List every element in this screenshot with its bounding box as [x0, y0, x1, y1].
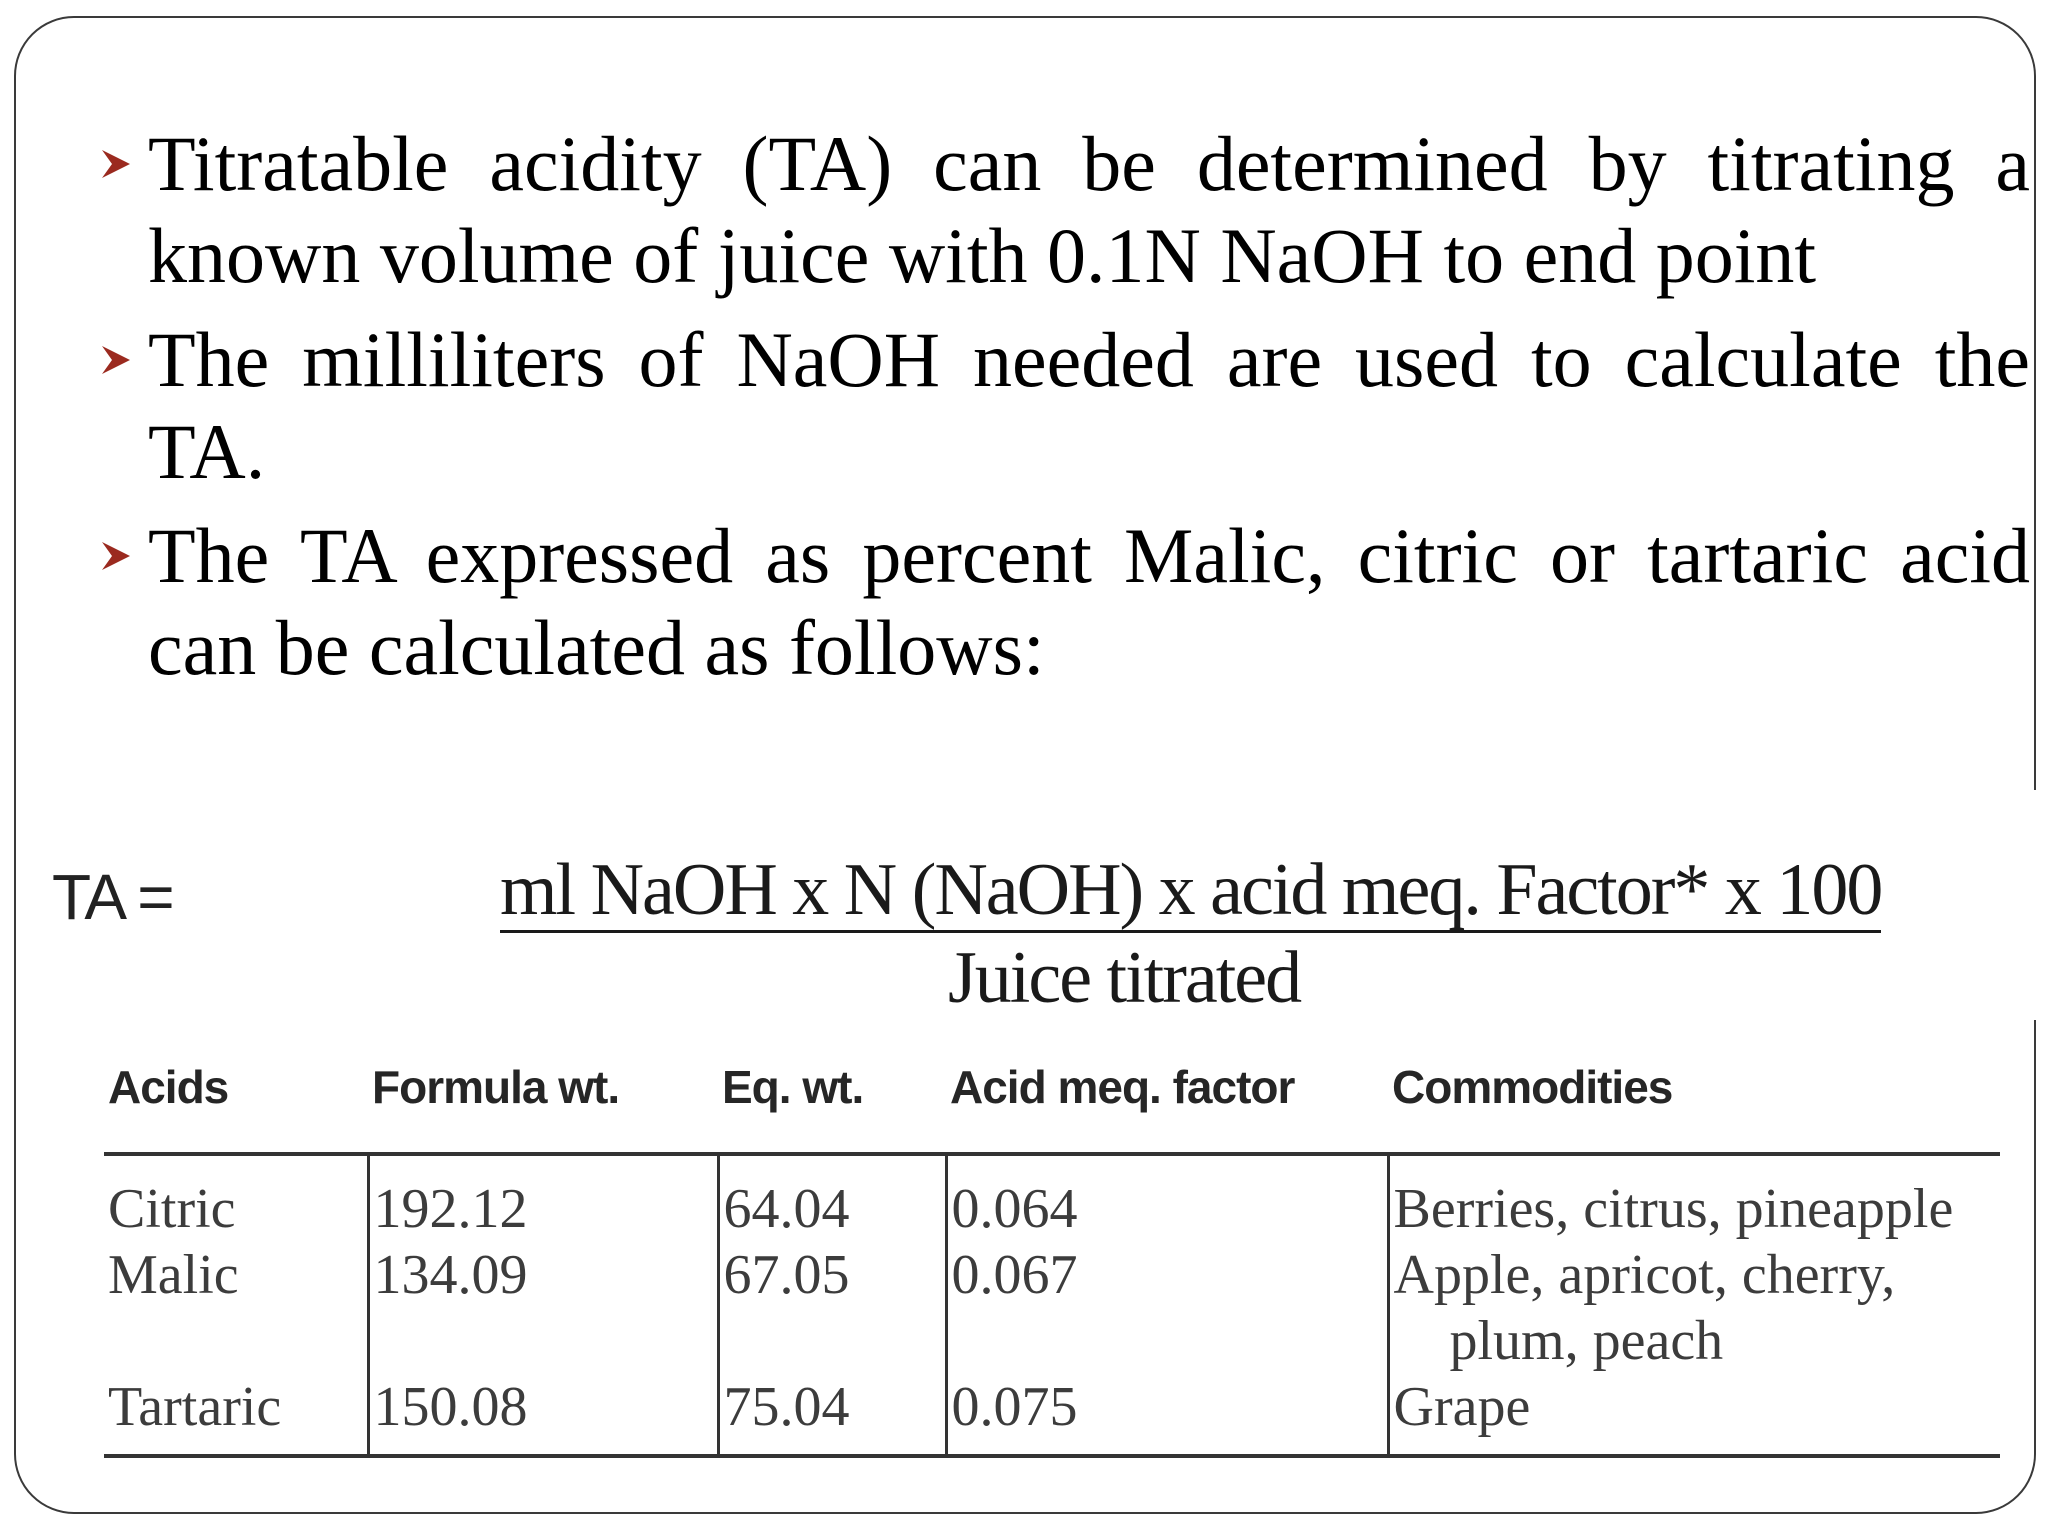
bullet-text: Titratable acidity (TA) can be determined by titrating a known volume of juice with 0.1N NaOH to end point: [148, 120, 2030, 299]
table-header: Acid meq. factor: [950, 1061, 1295, 1113]
table-cell: Malic: [104, 1242, 368, 1374]
table-header: Commodities: [1392, 1061, 1673, 1113]
bullet-text: The milliliters of NaOH needed are used to calculate the TA.: [148, 316, 2030, 495]
table-header: Acids: [108, 1061, 229, 1113]
table-cell: 0.064: [946, 1154, 1388, 1242]
commodity-line: Apple, apricot, cherry,: [1393, 1244, 1896, 1306]
table-cell: 0.067: [946, 1242, 1388, 1374]
arrow-bullet-icon: [98, 146, 134, 182]
table-row: [104, 1242, 2000, 1374]
formula-image: [0, 800, 2048, 1530]
table-cell: Berries, citrus, pineapple: [1388, 1154, 2000, 1242]
table-cell: Tartaric: [104, 1374, 368, 1456]
table-cell: 150.08: [368, 1374, 718, 1456]
bullet-item: [98, 314, 2030, 498]
table-cell: 192.12: [368, 1154, 718, 1242]
table-cell: [1388, 1242, 2000, 1374]
formula-denominator: Juice titrated: [948, 937, 1301, 1019]
acid-table: [104, 1060, 2000, 1458]
bullet-item: [98, 510, 2030, 694]
formula-label: TA =: [52, 861, 173, 933]
table-cell: 134.09: [368, 1242, 718, 1374]
table-header: Formula wt.: [372, 1061, 620, 1113]
table-cell: 67.05: [718, 1242, 946, 1374]
table-header: Eq. wt.: [722, 1061, 864, 1113]
bullet-list: [98, 118, 2030, 706]
table-row: [104, 1374, 2000, 1456]
table-row: [104, 1154, 2000, 1242]
table-header-row: [104, 1060, 2000, 1154]
table-cell: 75.04: [718, 1374, 946, 1456]
bullet-text: The TA expressed as percent Malic, citric or tartaric acid can be calculated as follows:: [148, 512, 2030, 691]
arrow-bullet-icon: [98, 538, 134, 574]
arrow-bullet-icon: [98, 342, 134, 378]
table-cell: 0.075: [946, 1374, 1388, 1456]
commodity-line-continued: plum, peach: [1449, 1310, 1724, 1372]
formula-numerator: ml NaOH x N (NaOH) x acid meq. Factor* x 100: [500, 849, 1882, 931]
table-cell: 64.04: [718, 1154, 946, 1242]
table-cell: Grape: [1388, 1374, 2000, 1456]
bullet-item: [98, 118, 2030, 302]
table-cell: Citric: [104, 1154, 368, 1242]
